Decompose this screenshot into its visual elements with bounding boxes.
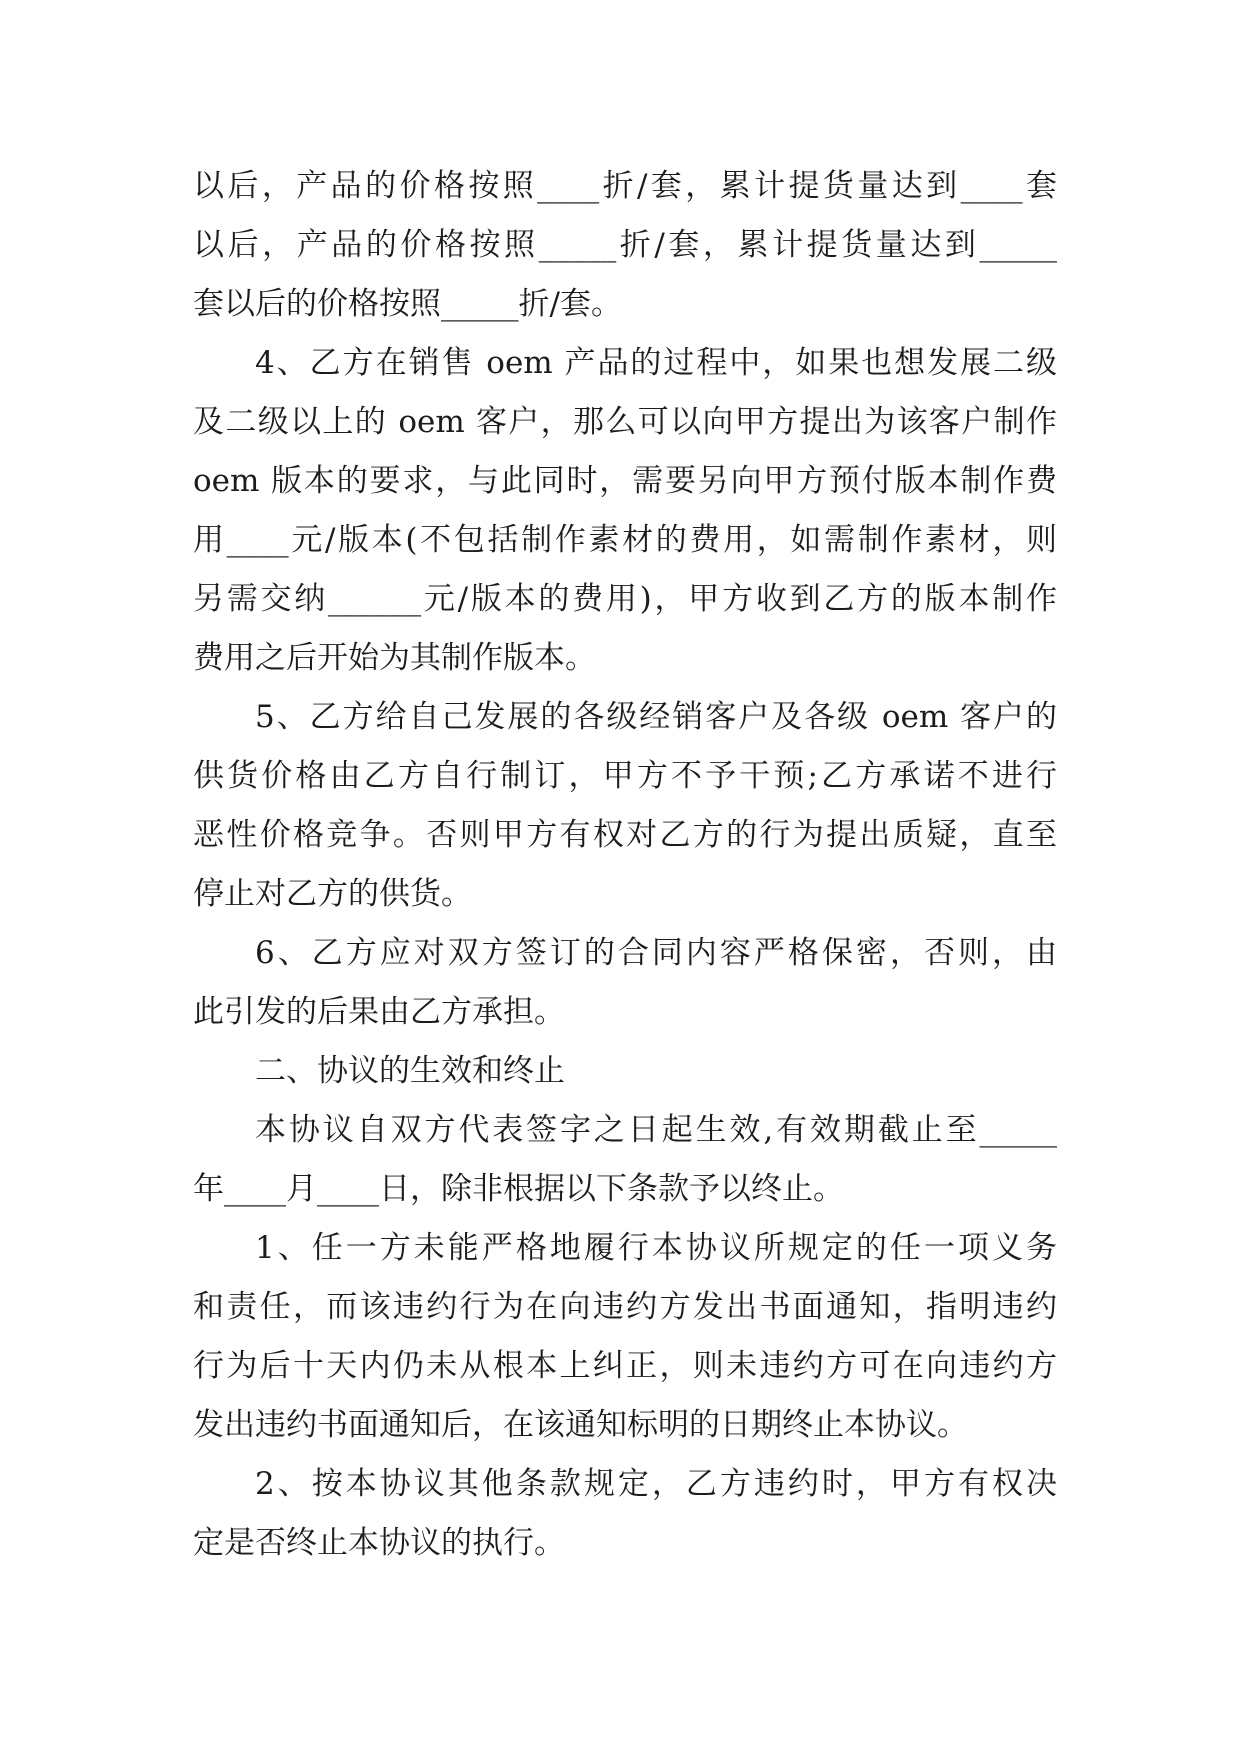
text-line: oem 版本的要求，与此同时，需要另向甲方预付版本制作费 bbox=[193, 463, 1057, 499]
paragraph-termination-2 bbox=[193, 1455, 1057, 1573]
text-line: 2、按本协议其他条款规定，乙方违约时，甲方有权决 bbox=[255, 1466, 1057, 1502]
text-line: 1、任一方未能严格地履行本协议所规定的任一项义务 bbox=[255, 1230, 1057, 1266]
text-line: 另需交纳______元/版本的费用)，甲方收到乙方的版本制作 bbox=[193, 581, 1057, 617]
text-line: 此引发的后果由乙方承担。 bbox=[193, 994, 565, 1030]
text-line: 年____月____日，除非根据以下条款予以终止。 bbox=[193, 1171, 844, 1207]
text-line: 停止对乙方的供货。 bbox=[193, 876, 472, 912]
text-line: 用____元/版本(不包括制作素材的费用，如需制作素材，则 bbox=[193, 522, 1057, 558]
text-line: 行为后十天内仍未从根本上纠正，则未违约方可在向违约方 bbox=[193, 1348, 1057, 1384]
paragraph-clause-4 bbox=[193, 334, 1057, 688]
text-line: 5、乙方给自己发展的各级经销客户及各级 oem 客户的 bbox=[255, 699, 1057, 735]
text-line: 供货价格由乙方自行制订，甲方不予干预;乙方承诺不进行 bbox=[193, 758, 1057, 794]
paragraph-effective-period bbox=[193, 1101, 1057, 1219]
text-line: 定是否终止本协议的执行。 bbox=[193, 1525, 565, 1561]
text-line: 以后，产品的价格按照_____折/套，累计提货量达到_____ bbox=[193, 227, 1057, 263]
text-line: 和责任，而该违约行为在向违约方发出书面通知，指明违约 bbox=[193, 1289, 1057, 1325]
text-line: 4、乙方在销售 oem 产品的过程中，如果也想发展二级 bbox=[255, 345, 1057, 381]
section-heading-text: 二、协议的生效和终止 bbox=[255, 1053, 565, 1089]
paragraph-termination-1 bbox=[193, 1219, 1057, 1455]
text-line: 套以后的价格按照_____折/套。 bbox=[193, 286, 622, 322]
text-line: 6、乙方应对双方签订的合同内容严格保密，否则，由 bbox=[255, 935, 1057, 971]
text-line: 费用之后开始为其制作版本。 bbox=[193, 640, 596, 676]
text-line: 本协议自双方代表签字之日起生效,有效期截止至_____ bbox=[255, 1112, 1057, 1148]
paragraph-clause-5 bbox=[193, 688, 1057, 924]
text-line: 恶性价格竞争。否则甲方有权对乙方的行为提出质疑，直至 bbox=[193, 817, 1057, 853]
text-line: 及二级以上的 oem 客户，那么可以向甲方提出为该客户制作 bbox=[193, 404, 1057, 440]
text-line: 以后，产品的价格按照____折/套，累计提货量达到____套 bbox=[193, 168, 1057, 204]
paragraph-pricing-continuation bbox=[193, 157, 1057, 334]
document-body bbox=[193, 157, 1057, 1573]
text-line: 发出违约书面通知后，在该通知标明的日期终止本协议。 bbox=[193, 1407, 968, 1443]
section-heading bbox=[193, 1042, 1057, 1101]
paragraph-clause-6 bbox=[193, 924, 1057, 1042]
